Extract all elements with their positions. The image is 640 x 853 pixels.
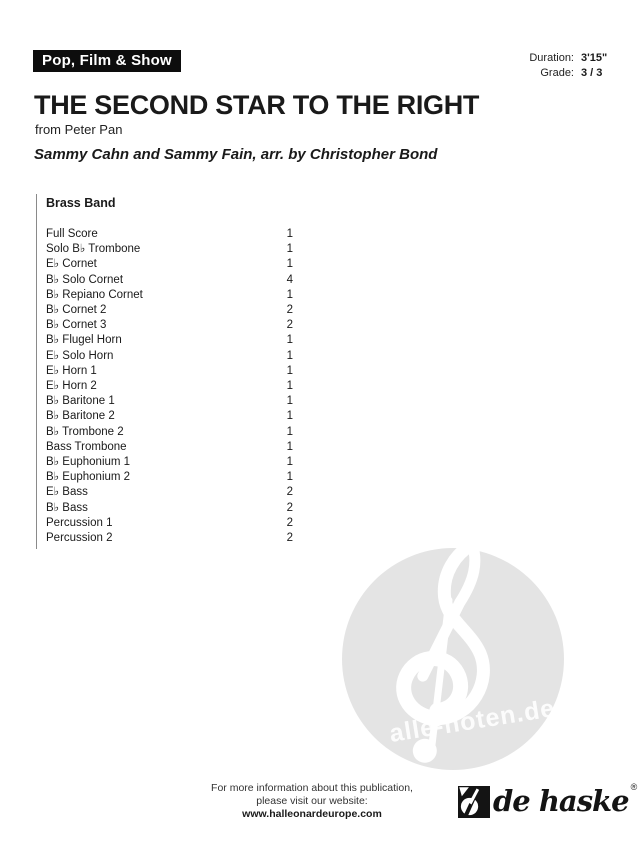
instrument-name: E♭ Horn 1	[46, 364, 97, 377]
instrumentation-row	[46, 531, 293, 546]
watermark-text: alle-noten.de	[387, 694, 558, 748]
instrument-name: Percussion 2	[46, 532, 113, 545]
instrumentation-row	[46, 242, 293, 257]
instrument-quantity: 2	[286, 304, 293, 317]
instrument-name: B♭ Repiano Cornet	[46, 288, 143, 301]
instrument-name: Full Score	[46, 228, 98, 240]
instrument-quantity: 2	[286, 516, 293, 529]
instrumentation-row	[46, 288, 293, 303]
instrumentation-row	[46, 303, 293, 318]
instrument-name: B♭ Bass	[46, 501, 88, 514]
instrument-quantity: 2	[286, 532, 293, 545]
meta-block	[529, 51, 625, 80]
instrument-quantity: 1	[286, 410, 293, 423]
instrumentation-row	[46, 333, 293, 348]
instrument-name: E♭ Bass	[46, 486, 88, 499]
instrument-name: B♭ Cornet 3	[46, 319, 107, 332]
footer-info	[152, 782, 472, 821]
instrument-name: B♭ Cornet 2	[46, 304, 107, 317]
instrument-quantity: 1	[286, 243, 293, 256]
publisher-logo	[458, 782, 638, 818]
registered-trademark-icon: ®	[630, 782, 638, 792]
instrumentation-rows	[46, 227, 293, 546]
grade-value: 3 / 3	[581, 67, 603, 79]
instrument-name: B♭ Baritone 2	[46, 410, 115, 423]
instrument-name: B♭ Euphonium 2	[46, 471, 131, 484]
instrument-name: B♭ Euphonium 1	[46, 456, 131, 469]
watermark	[339, 542, 571, 774]
category-badge: Pop, Film & Show	[33, 50, 181, 72]
page-title: THE SECOND STAR TO THE RIGHT	[34, 90, 480, 120]
instrument-quantity: 1	[286, 440, 293, 453]
instrument-name: B♭ Solo Cornet	[46, 273, 124, 286]
instrumentation-header: Brass Band	[46, 196, 116, 210]
publisher-name: de haske	[493, 784, 629, 818]
instrument-name: Bass Trombone	[46, 440, 127, 453]
de-haske-mark-icon	[458, 786, 490, 818]
instrument-quantity: 2	[286, 486, 293, 499]
instrument-name: B♭ Trombone 2	[46, 425, 124, 438]
instrument-quantity: 1	[286, 334, 293, 347]
instrument-quantity: 1	[286, 349, 293, 362]
instrument-quantity: 1	[286, 456, 293, 469]
instrumentation-row	[46, 379, 293, 394]
instrument-quantity: 1	[286, 471, 293, 484]
footer-info-line1: For more information about this publication,	[211, 782, 413, 794]
instrumentation-row	[46, 516, 293, 531]
instrument-name: E♭ Solo Horn	[46, 349, 114, 362]
duration-label: Duration:	[529, 52, 574, 64]
instrumentation-row	[46, 349, 293, 364]
instrumentation-row	[46, 501, 293, 516]
instrumentation-row	[46, 470, 293, 485]
instrumentation-row	[46, 440, 293, 455]
instrumentation-row	[46, 364, 293, 379]
instrumentation-row	[46, 394, 293, 409]
footer-info-line2: please visit our website:	[256, 795, 368, 807]
instrumentation-row	[46, 455, 293, 470]
instrumentation-section	[36, 194, 293, 549]
instrument-quantity: 2	[286, 501, 293, 514]
instrument-quantity: 4	[286, 273, 293, 286]
instrument-quantity: 2	[286, 319, 293, 332]
instrument-name: B♭ Flugel Horn	[46, 334, 122, 347]
composer-arranger-line: Sammy Cahn and Sammy Fain, arr. by Christopher Bond	[34, 146, 438, 163]
instrumentation-row	[46, 227, 293, 242]
instrumentation-row	[46, 485, 293, 500]
instrumentation-row	[46, 318, 293, 333]
page-subtitle: from Peter Pan	[35, 122, 123, 137]
grade-label: Grade:	[540, 67, 574, 79]
instrumentation-row	[46, 273, 293, 288]
instrument-name: E♭ Horn 2	[46, 380, 97, 393]
instrument-name: Percussion 1	[46, 516, 113, 529]
instrumentation-row	[46, 409, 293, 424]
instrument-quantity: 1	[286, 395, 293, 408]
instrument-quantity: 1	[286, 228, 293, 240]
instrumentation-row	[46, 257, 293, 272]
instrument-name: E♭ Cornet	[46, 258, 97, 271]
instrument-quantity: 1	[286, 425, 293, 438]
instrument-quantity: 1	[286, 380, 293, 393]
footer-website: www.halleonardeurope.com	[242, 808, 382, 820]
duration-value: 3'15"	[581, 52, 608, 64]
instrument-quantity: 1	[286, 288, 293, 301]
instrument-quantity: 1	[286, 258, 293, 271]
instrument-quantity: 1	[286, 364, 293, 377]
instrumentation-row	[46, 425, 293, 440]
instrument-name: B♭ Baritone 1	[46, 395, 115, 408]
instrument-name: Solo B♭ Trombone	[46, 243, 141, 256]
